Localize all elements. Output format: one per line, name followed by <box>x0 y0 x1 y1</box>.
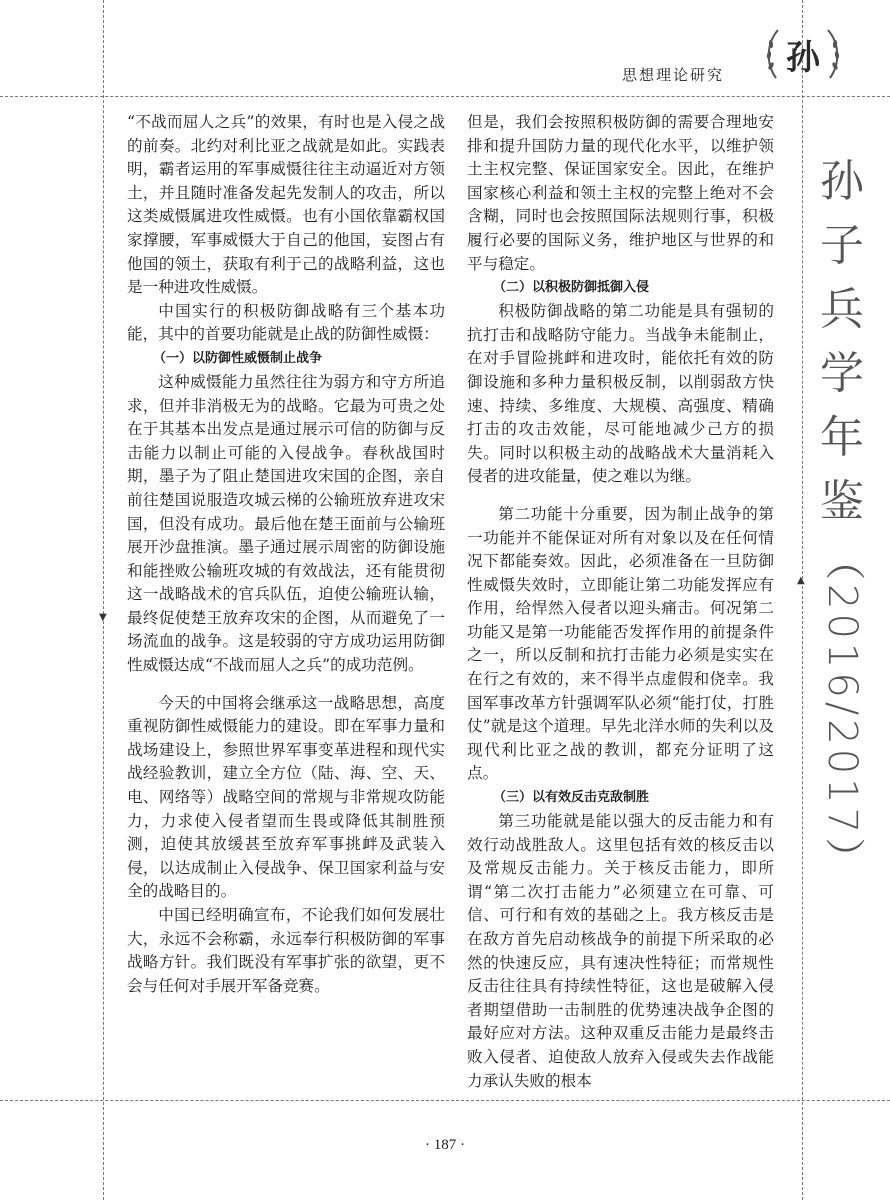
side-title-char: 孙 <box>820 156 864 207</box>
up-arrow-marker: ▲ <box>797 575 805 586</box>
paragraph: 积极防御战略的第二功能是具有强韧的抗打击和战略防守能力。当战争未能制止，在对手冒险挑衅和进攻时，能依托有效的防御设施和多种力量积极反制，以削弱敌方快速、持续、多维度、大规模、高强度、精确打击的攻击效能，尽可能地减少己方的损失。同时以积极主动的战略战术大量消耗入侵者的进攻能量，使之难以为继。 <box>467 302 774 486</box>
side-title-char: 学 <box>820 348 864 399</box>
paragraph: 这种威慑能力虽然往往为弱方和守方所追求，但并非消极无为的战略。它最为可贵之处在于其基本出发点是通过展示可信的防御与反击能力以制止可能的入侵战争。春秋战国时期，墨子为了阻止楚国进攻宋国的企图，亲自前往楚国说服造攻城云梯的公输班放弃进攻宋国，但没有成功。最后他在楚王面前与公输班展开沙盘推演。墨子通过展示周密的防御设施和能挫败公输班攻城的有效战法，还有能贯彻这一战略战术的官兵队伍，迫使公输班认输，最终促使楚王放弃攻宋的企图，从而避免了一场流血的战争。这是较弱的守方成功运用防御性威慑达成“不战而屈人之兵”的成功范例。 <box>127 372 445 675</box>
paragraph: 但是，我们会按照积极防御的需要合理地安排和提升国防力量的现代化水平，以维护领土主权完整、保证国家安全。因此，在维护国家核心利益和领土主权的完整上绝对不会含糊，同时也会按照国际法规则行事，积极履行必要的国际义务，维护地区与世界的和平与稳定。 <box>467 113 774 273</box>
top-dashed-rule <box>0 96 890 97</box>
subheading-3: （三）以有效反击克敌制胜 <box>493 790 650 806</box>
down-arrow-marker: ▼ <box>99 612 107 623</box>
paragraph: “不战而屈人之兵”的效果，有时也是入侵之战的前奏。北约对利比亚之战就是如此。实践表明，霸者运用的军事威慑往往主动逼近对方领土，并且随时准备发起先发制人的攻击，所以这类威慑属进攻性威慑。也有小国依靠霸权国家撑腰，军事威慑大于自己的他国，妄图占有他国的领土，获取有利于己的战略利益，这也是一种进攻性威慑。 <box>127 113 445 297</box>
side-title-char: 兵 <box>820 284 864 335</box>
left-text-column <box>127 111 445 998</box>
paragraph: 中国已经明确宣布，不论我们如何发展壮大，永远不会称霸，永远奉行积极防御的军事战略方针。我们既没有军事扩张的欲望，更不会与任何对手展开军备竞赛。 <box>127 906 445 995</box>
logo-char: 孙 <box>786 38 820 78</box>
paragraph: 中国实行的积极防御战略有三个基本功能，其中的首要功能就是止战的防御性威慑： <box>127 301 445 344</box>
side-title-char: 鉴 <box>820 476 864 527</box>
side-title-char: 子 <box>820 220 864 271</box>
page-number: · 187 · <box>425 1137 465 1153</box>
section-title: 思想理论研究 <box>622 66 725 84</box>
side-title-year: （2016/2017） <box>819 540 865 882</box>
right-text-column <box>467 111 774 1093</box>
subheading-2: （二）以积极防御抵御入侵 <box>493 280 650 296</box>
paragraph: 第二功能十分重要，因为制止战争的第一功能并不能保证对所有对象以及在任何情况下都能奏效。因此，必须准备在一旦防御性威慑失效时，立即能让第二功能发挥应有作用，给悍然入侵者以迎头痛击。何况第二功能又是第一功能能否发挥作用的前提条件之一，所以反制和抗打击能力必须是实实在在行之有效的，来不得半点虚假和侥幸。我国军事改革方针强调军队必须“能打仗，打胜仗”就是这个道理。早先北洋水师的失利以及现代利比亚之战的教训，都充分证明了这点。 <box>467 504 774 783</box>
paragraph: 第三功能就是能以强大的反击能力和有效行动战胜敌人。这里包括有效的核反击以及常规反击能力。关于核反击能力，即所谓“第二次打击能力”必须建立在可靠、可信、可行和有效的基础之上。我方核反击是在敌方首先启动核战争的前提下所采取的必然的快速反应，具有速决性特征；而常规性反击往往具有持续性特征，这也是破解入侵者期望借助一击制胜的优势速决战争企图的最好应对方法。这种双重反击能力是最终击败入侵者、迫使敌人放弃入侵或失去作战能力承认失败的根本 <box>467 812 774 1090</box>
bottom-dashed-rule <box>0 1100 890 1101</box>
right-dashed-guide <box>802 0 803 1200</box>
side-title-char: 年 <box>820 412 864 463</box>
paragraph: 今天的中国将会继承这一战略思想，高度重视防御性威慑能力的建设。即在军事力量和战场建设上，参照世界军事变革进程和现代实战经验教训，建立全方位（陆、海、空、天、电、网络等）战略空间的常规与非常规攻防能力，力求使入侵者望而生畏或降低其制胜预测，迫使其放缓甚至放弃军事挑衅及武装入侵，以达成制止入侵战争、保卫国家利益与安全的战略目的。 <box>127 693 445 901</box>
yearbook-side-title <box>812 150 872 881</box>
subheading-1: （一）以防御性威慑制止战争 <box>153 350 323 366</box>
left-dashed-guide <box>103 0 104 1200</box>
yearbook-logo <box>762 22 844 90</box>
